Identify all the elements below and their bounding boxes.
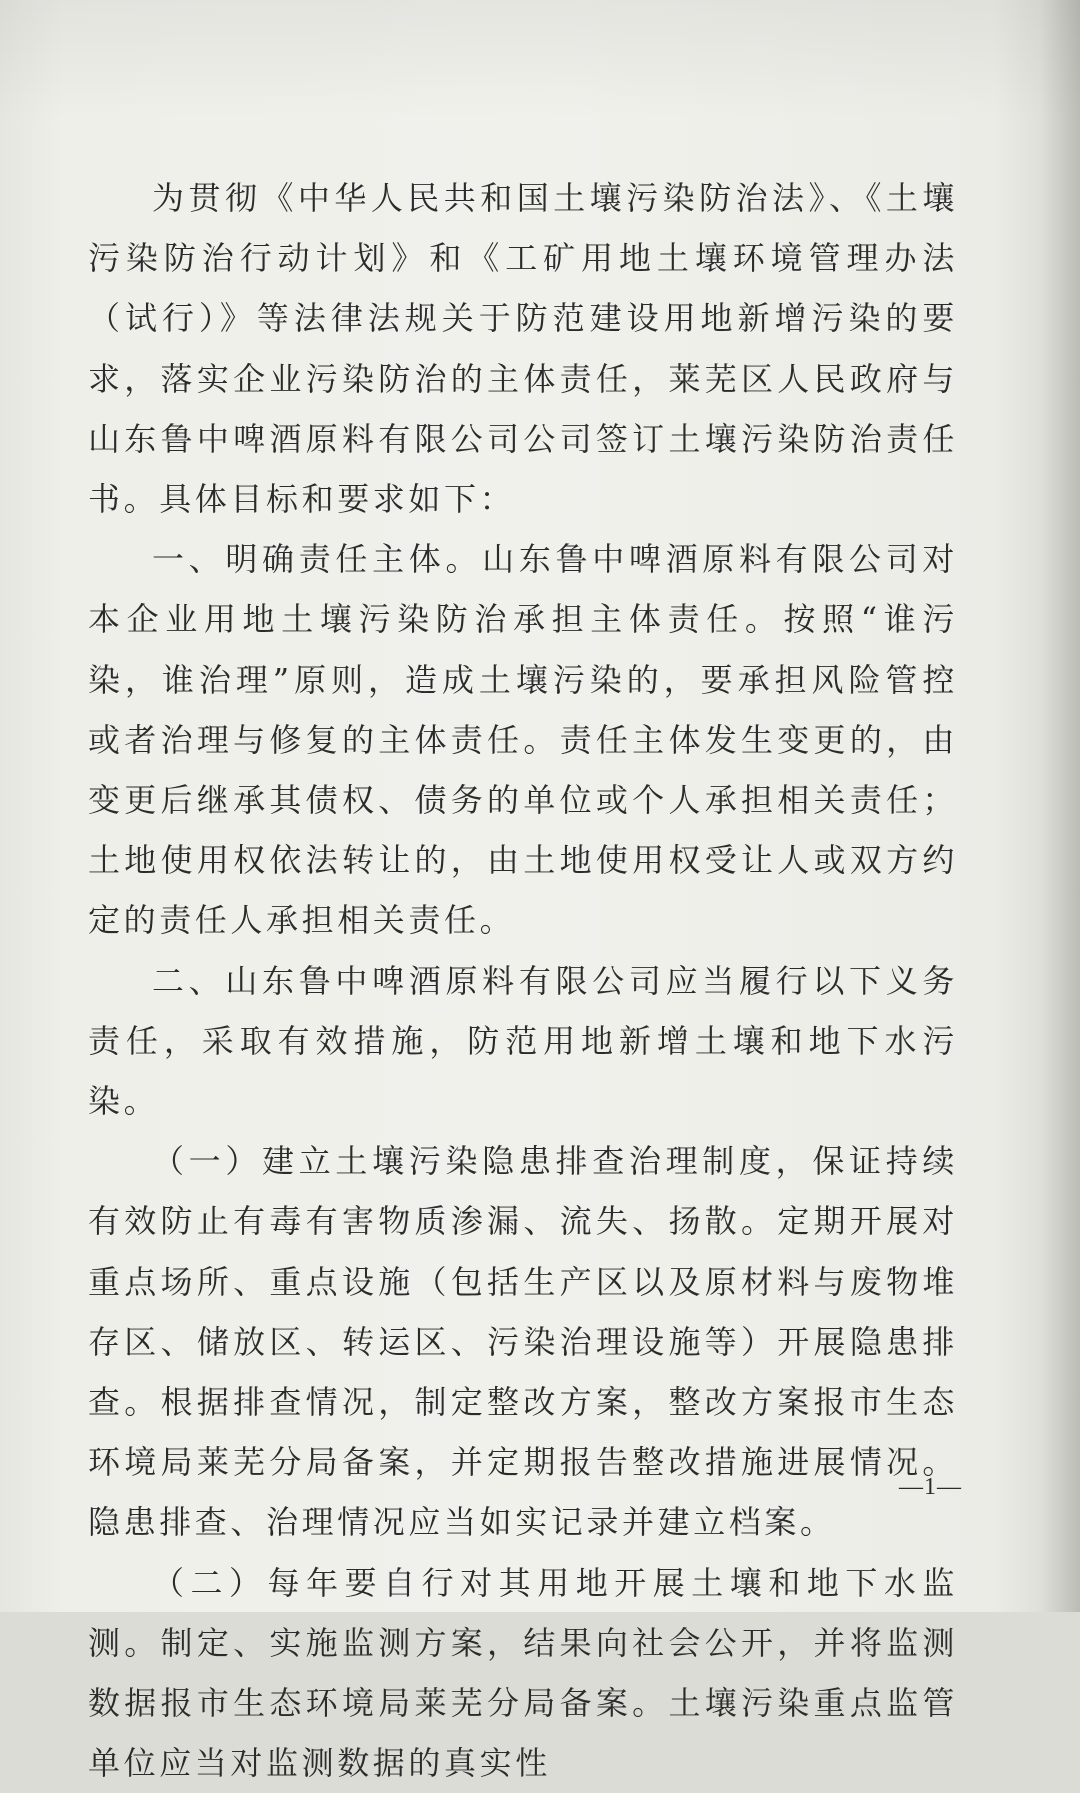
paragraph-item-2: （二）每年要自行对其用地开展土壤和地下水监测。制定、实施监测方案，结果向社会公开，并将监测数据报市生态环境局莱芜分局备案。土壤污染重点监管单位应当对监测数据的真实性 (88, 1563, 958, 1783)
page-shadow-right (1040, 0, 1080, 1612)
paragraph-item-1: （一）建立土壤污染隐患排查治理制度，保证持续有效防止有毒有害物质渗漏、流失、扬散。定期开展对重点场所、重点设施（包括生产区以及原材料与废物堆存区、储放区、转运区、污染治理设施等）开展隐患排查。根据排查情况，制定整改方案，整改方案报市生态环境局莱芜分局备案，并定期报告整改措施进展情况。隐患排查、治理情况应当如实记录并建立档案。 (88, 1142, 958, 1542)
page-shadow-top (0, 0, 1080, 120)
paragraph-section-2: 二、山东鲁中啤酒原料有限公司应当履行以下义务责任，采取有效措施，防范用地新增土壤和地下水污染。 (88, 961, 958, 1121)
page-number: —1— (899, 1474, 962, 1500)
paragraph-section-1: 一、明确责任主体。山东鲁中啤酒原料有限公司对本企业用地土壤污染防治承担主体责任。按照“谁污染，谁治理”原则，造成土壤污染的，要承担风险管控或者治理与修复的主体责任。责任主体发生变更的，由变更后继承其债权、债务的单位或个人承担相关责任；土地使用权依法转让的，由土地使用权受让人或双方约定的责任人承担相关责任。 (88, 540, 958, 940)
document-body (88, 168, 958, 1793)
paragraph-intro: 为贯彻《中华人民共和国土壤污染防治法》、《土壤污染防治行动计划》和《工矿用地土壤环境管理办法（试行）》等法律法规关于防范建设用地新增污染的要求，落实企业污染防治的主体责任，莱芜区人民政府与山东鲁中啤酒原料有限公司公司签订土壤污染防治责任书。具体目标和要求如下： (88, 179, 958, 519)
